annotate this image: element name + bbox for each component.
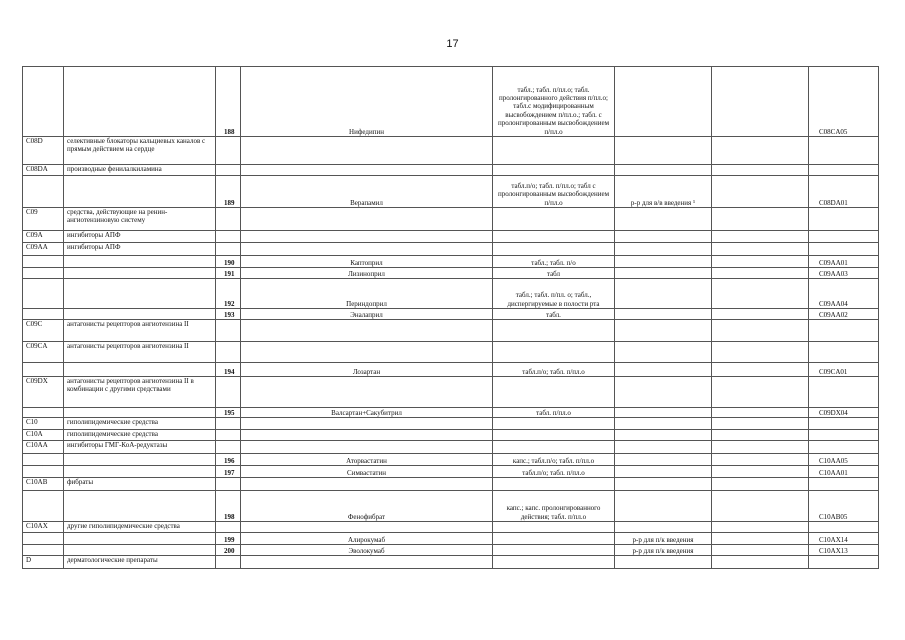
- drug-name-cell: [241, 137, 493, 165]
- group-name-cell: ингибиторы АПФ: [64, 243, 216, 256]
- atc-code-cell: C09C: [23, 320, 64, 342]
- group-name-cell: [64, 491, 216, 522]
- table-row: [23, 545, 879, 556]
- group-name-cell: селективные блокаторы кальциевых каналов с прямым действием на сердце: [64, 137, 216, 165]
- table-row: [23, 418, 879, 430]
- empty-cell: [712, 377, 809, 408]
- empty-cell: [712, 533, 809, 545]
- drug-atc-code-cell: [809, 430, 879, 441]
- table-row: [23, 342, 879, 363]
- empty-cell: [712, 466, 809, 478]
- table-row: [23, 478, 879, 491]
- dosage-form-cell: [493, 243, 615, 256]
- drug-atc-code-cell: [809, 556, 879, 569]
- route-cell: [615, 454, 712, 466]
- drug-name-cell: [241, 320, 493, 342]
- group-name-cell: фибраты: [64, 478, 216, 491]
- drug-atc-code-cell: C08DA01: [809, 176, 879, 208]
- drug-name-cell: [241, 430, 493, 441]
- dosage-form-cell: табл.п/о; табл. п/пл.о; табл с пролонгированным высвобождением п/пл.о: [493, 176, 615, 208]
- table-row: [23, 454, 879, 466]
- group-name-cell: [64, 363, 216, 377]
- atc-code-cell: C09DX: [23, 377, 64, 408]
- table-row: [23, 466, 879, 478]
- table-row: [23, 137, 879, 165]
- group-name-cell: [64, 279, 216, 309]
- drug-atc-code-cell: [809, 208, 879, 231]
- route-cell: [615, 231, 712, 243]
- dosage-form-cell: табл.; табл. п/пл. о; табл., диспергируемые в полости рта: [493, 279, 615, 309]
- dosage-form-cell: капс.; табл.п/о; табл. п/пл.о: [493, 454, 615, 466]
- atc-code-cell: C10: [23, 418, 64, 430]
- drug-name-cell: [241, 243, 493, 256]
- drug-atc-code-cell: C10AA01: [809, 466, 879, 478]
- group-name-cell: другие гиполипидемические средства: [64, 522, 216, 533]
- table-row: [23, 408, 879, 418]
- group-name-cell: [64, 268, 216, 279]
- group-name-cell: производные фенилалкиламина: [64, 165, 216, 176]
- drug-atc-code-cell: C09AA03: [809, 268, 879, 279]
- item-number-cell: [216, 556, 241, 569]
- atc-code-cell: [23, 491, 64, 522]
- drug-atc-code-cell: C09AA01: [809, 256, 879, 268]
- drug-name-cell: [241, 441, 493, 454]
- drug-name-cell: Верапамил: [241, 176, 493, 208]
- atc-code-cell: C09A: [23, 231, 64, 243]
- atc-code-cell: D: [23, 556, 64, 569]
- drug-atc-code-cell: C09AA02: [809, 309, 879, 320]
- empty-cell: [712, 137, 809, 165]
- atc-code-cell: [23, 309, 64, 320]
- empty-cell: [712, 279, 809, 309]
- empty-cell: [712, 522, 809, 533]
- empty-cell: [712, 363, 809, 377]
- atc-code-cell: [23, 268, 64, 279]
- item-number-cell: 195: [216, 408, 241, 418]
- dosage-form-cell: [493, 377, 615, 408]
- group-name-cell: [64, 545, 216, 556]
- atc-code-cell: C10AX: [23, 522, 64, 533]
- drug-name-cell: Фенофибрат: [241, 491, 493, 522]
- empty-cell: [712, 478, 809, 491]
- dosage-form-cell: табл.: [493, 309, 615, 320]
- table-row: [23, 176, 879, 208]
- drug-table-body: [23, 67, 879, 569]
- route-cell: [615, 279, 712, 309]
- empty-cell: [712, 165, 809, 176]
- dosage-form-cell: [493, 342, 615, 363]
- drug-atc-code-cell: [809, 165, 879, 176]
- dosage-form-cell: табл: [493, 268, 615, 279]
- group-name-cell: [64, 256, 216, 268]
- group-name-cell: антагонисты рецепторов ангиотензина II: [64, 320, 216, 342]
- empty-cell: [712, 320, 809, 342]
- drug-name-cell: Нифедипин: [241, 67, 493, 137]
- table-row: [23, 268, 879, 279]
- atc-code-cell: [23, 67, 64, 137]
- dosage-form-cell: [493, 522, 615, 533]
- item-number-cell: 194: [216, 363, 241, 377]
- empty-cell: [712, 67, 809, 137]
- drug-name-cell: [241, 231, 493, 243]
- group-name-cell: антагонисты рецепторов ангиотензина II: [64, 342, 216, 363]
- dosage-form-cell: [493, 478, 615, 491]
- drug-atc-code-cell: C10AX13: [809, 545, 879, 556]
- drug-name-cell: Эволокумаб: [241, 545, 493, 556]
- route-cell: [615, 522, 712, 533]
- dosage-form-cell: [493, 165, 615, 176]
- route-cell: [615, 363, 712, 377]
- table-row: [23, 363, 879, 377]
- route-cell: [615, 256, 712, 268]
- route-cell: [615, 430, 712, 441]
- route-cell: [615, 556, 712, 569]
- item-number-cell: 189: [216, 176, 241, 208]
- route-cell: [615, 309, 712, 320]
- route-cell: [615, 268, 712, 279]
- dosage-form-cell: [493, 556, 615, 569]
- route-cell: [615, 441, 712, 454]
- drug-atc-code-cell: [809, 231, 879, 243]
- table-row: [23, 309, 879, 320]
- atc-code-cell: C08D: [23, 137, 64, 165]
- atc-code-cell: [23, 408, 64, 418]
- table-row: [23, 67, 879, 137]
- dosage-form-cell: [493, 533, 615, 545]
- item-number-cell: [216, 377, 241, 408]
- route-cell: [615, 342, 712, 363]
- route-cell: [615, 408, 712, 418]
- table-row: [23, 491, 879, 522]
- drug-name-cell: [241, 478, 493, 491]
- drug-atc-code-cell: C08CA05: [809, 67, 879, 137]
- drug-name-cell: [241, 522, 493, 533]
- table-row: [23, 279, 879, 309]
- empty-cell: [712, 208, 809, 231]
- empty-cell: [712, 268, 809, 279]
- group-name-cell: [64, 466, 216, 478]
- item-number-cell: 191: [216, 268, 241, 279]
- atc-code-cell: [23, 256, 64, 268]
- route-cell: р-р для п/к введения: [615, 545, 712, 556]
- empty-cell: [712, 342, 809, 363]
- route-cell: [615, 478, 712, 491]
- route-cell: [615, 377, 712, 408]
- item-number-cell: 188: [216, 67, 241, 137]
- drug-name-cell: Лозартан: [241, 363, 493, 377]
- item-number-cell: [216, 430, 241, 441]
- item-number-cell: 196: [216, 454, 241, 466]
- item-number-cell: 192: [216, 279, 241, 309]
- item-number-cell: [216, 522, 241, 533]
- group-name-cell: гиполипидемические средства: [64, 418, 216, 430]
- drug-name-cell: [241, 418, 493, 430]
- route-cell: [615, 67, 712, 137]
- table-row: [23, 430, 879, 441]
- atc-code-cell: C10AA: [23, 441, 64, 454]
- group-name-cell: ингибиторы АПФ: [64, 231, 216, 243]
- table-row: [23, 320, 879, 342]
- item-number-cell: [216, 243, 241, 256]
- empty-cell: [712, 408, 809, 418]
- drug-atc-code-cell: [809, 243, 879, 256]
- dosage-form-cell: [493, 418, 615, 430]
- table-row: [23, 256, 879, 268]
- table-row: [23, 243, 879, 256]
- atc-code-cell: C08DA: [23, 165, 64, 176]
- drug-atc-code-cell: [809, 377, 879, 408]
- item-number-cell: 199: [216, 533, 241, 545]
- route-cell: [615, 491, 712, 522]
- group-name-cell: дерматологические препараты: [64, 556, 216, 569]
- table-row: [23, 522, 879, 533]
- drug-atc-code-cell: C09DX04: [809, 408, 879, 418]
- dosage-form-cell: капс.; капс. пролонгированного действия; табл. п/пл.о: [493, 491, 615, 522]
- dosage-form-cell: табл.; табл. п/пл.о; табл. пролонгированного действия п/пл.о; табл.с модифицированным высвобождением п/пл.о.; табл. с пролонгированным высвобождением п/пл.о: [493, 67, 615, 137]
- item-number-cell: [216, 320, 241, 342]
- dosage-form-cell: [493, 208, 615, 231]
- route-cell: [615, 320, 712, 342]
- route-cell: р-р для в/в введения ¹: [615, 176, 712, 208]
- table-row: [23, 377, 879, 408]
- drug-atc-code-cell: [809, 418, 879, 430]
- item-number-cell: 193: [216, 309, 241, 320]
- dosage-form-cell: табл. п/пл.о: [493, 408, 615, 418]
- table-row: [23, 231, 879, 243]
- drug-atc-code-cell: [809, 441, 879, 454]
- dosage-form-cell: [493, 320, 615, 342]
- item-number-cell: [216, 208, 241, 231]
- atc-code-cell: C10AB: [23, 478, 64, 491]
- item-number-cell: 198: [216, 491, 241, 522]
- drug-name-cell: [241, 165, 493, 176]
- group-name-cell: гиполипидемические средства: [64, 430, 216, 441]
- dosage-form-cell: табл.п/о; табл. п/пл.о: [493, 466, 615, 478]
- drug-name-cell: [241, 208, 493, 231]
- atc-code-cell: [23, 545, 64, 556]
- empty-cell: [712, 441, 809, 454]
- drug-name-cell: Каптоприл: [241, 256, 493, 268]
- item-number-cell: [216, 441, 241, 454]
- drug-name-cell: Симвастатин: [241, 466, 493, 478]
- dosage-form-cell: табл.; табл. п/о: [493, 256, 615, 268]
- drug-name-cell: [241, 556, 493, 569]
- atc-code-cell: C10A: [23, 430, 64, 441]
- item-number-cell: [216, 165, 241, 176]
- route-cell: [615, 137, 712, 165]
- route-cell: [615, 243, 712, 256]
- item-number-cell: 200: [216, 545, 241, 556]
- empty-cell: [712, 545, 809, 556]
- route-cell: [615, 418, 712, 430]
- route-cell: [615, 165, 712, 176]
- dosage-form-cell: [493, 137, 615, 165]
- drug-atc-code-cell: [809, 478, 879, 491]
- table-row: [23, 441, 879, 454]
- drug-name-cell: Эналаприл: [241, 309, 493, 320]
- item-number-cell: 197: [216, 466, 241, 478]
- item-number-cell: 190: [216, 256, 241, 268]
- route-cell: [615, 208, 712, 231]
- table-row: [23, 533, 879, 545]
- drug-name-cell: Аторвастатин: [241, 454, 493, 466]
- item-number-cell: [216, 342, 241, 363]
- group-name-cell: [64, 309, 216, 320]
- atc-code-cell: [23, 454, 64, 466]
- drug-atc-code-cell: C10AX14: [809, 533, 879, 545]
- group-name-cell: [64, 67, 216, 137]
- empty-cell: [712, 243, 809, 256]
- drug-name-cell: [241, 342, 493, 363]
- atc-code-cell: C09CA: [23, 342, 64, 363]
- group-name-cell: [64, 176, 216, 208]
- item-number-cell: [216, 231, 241, 243]
- drug-atc-code-cell: [809, 342, 879, 363]
- item-number-cell: [216, 137, 241, 165]
- page-number: 17: [446, 38, 459, 50]
- drug-atc-code-cell: [809, 522, 879, 533]
- dosage-form-cell: [493, 430, 615, 441]
- empty-cell: [712, 454, 809, 466]
- route-cell: р-р для п/к введения: [615, 533, 712, 545]
- dosage-form-cell: [493, 441, 615, 454]
- item-number-cell: [216, 478, 241, 491]
- drug-name-cell: Лизиноприл: [241, 268, 493, 279]
- drug-name-cell: Периндоприл: [241, 279, 493, 309]
- group-name-cell: антагонисты рецепторов ангиотензина II в комбинации с другими средствами: [64, 377, 216, 408]
- atc-code-cell: [23, 466, 64, 478]
- group-name-cell: [64, 454, 216, 466]
- atc-code-cell: [23, 279, 64, 309]
- group-name-cell: [64, 533, 216, 545]
- table-row: [23, 165, 879, 176]
- dosage-form-cell: [493, 231, 615, 243]
- atc-code-cell: C09: [23, 208, 64, 231]
- empty-cell: [712, 231, 809, 243]
- dosage-form-cell: табл.п/о; табл. п/пл.о: [493, 363, 615, 377]
- drug-atc-code-cell: C10AB05: [809, 491, 879, 522]
- drug-atc-code-cell: C09AA04: [809, 279, 879, 309]
- atc-code-cell: [23, 176, 64, 208]
- group-name-cell: средства, действующие на ренин-ангиотензиновую систему: [64, 208, 216, 231]
- table-row: [23, 208, 879, 231]
- atc-code-cell: C09AA: [23, 243, 64, 256]
- table-row: [23, 556, 879, 569]
- empty-cell: [712, 430, 809, 441]
- item-number-cell: [216, 418, 241, 430]
- drug-table: [22, 66, 879, 569]
- empty-cell: [712, 556, 809, 569]
- route-cell: [615, 466, 712, 478]
- group-name-cell: [64, 408, 216, 418]
- empty-cell: [712, 256, 809, 268]
- empty-cell: [712, 491, 809, 522]
- dosage-form-cell: [493, 545, 615, 556]
- drug-atc-code-cell: [809, 320, 879, 342]
- empty-cell: [712, 176, 809, 208]
- drug-name-cell: Алирокумаб: [241, 533, 493, 545]
- drug-atc-code-cell: C10AA05: [809, 454, 879, 466]
- drug-atc-code-cell: [809, 137, 879, 165]
- drug-name-cell: Валсартан+Сакубитрил: [241, 408, 493, 418]
- group-name-cell: ингибиторы ГМГ-КоА-редуктазы: [64, 441, 216, 454]
- atc-code-cell: [23, 363, 64, 377]
- drug-name-cell: [241, 377, 493, 408]
- empty-cell: [712, 309, 809, 320]
- atc-code-cell: [23, 533, 64, 545]
- drug-atc-code-cell: C09CA01: [809, 363, 879, 377]
- empty-cell: [712, 418, 809, 430]
